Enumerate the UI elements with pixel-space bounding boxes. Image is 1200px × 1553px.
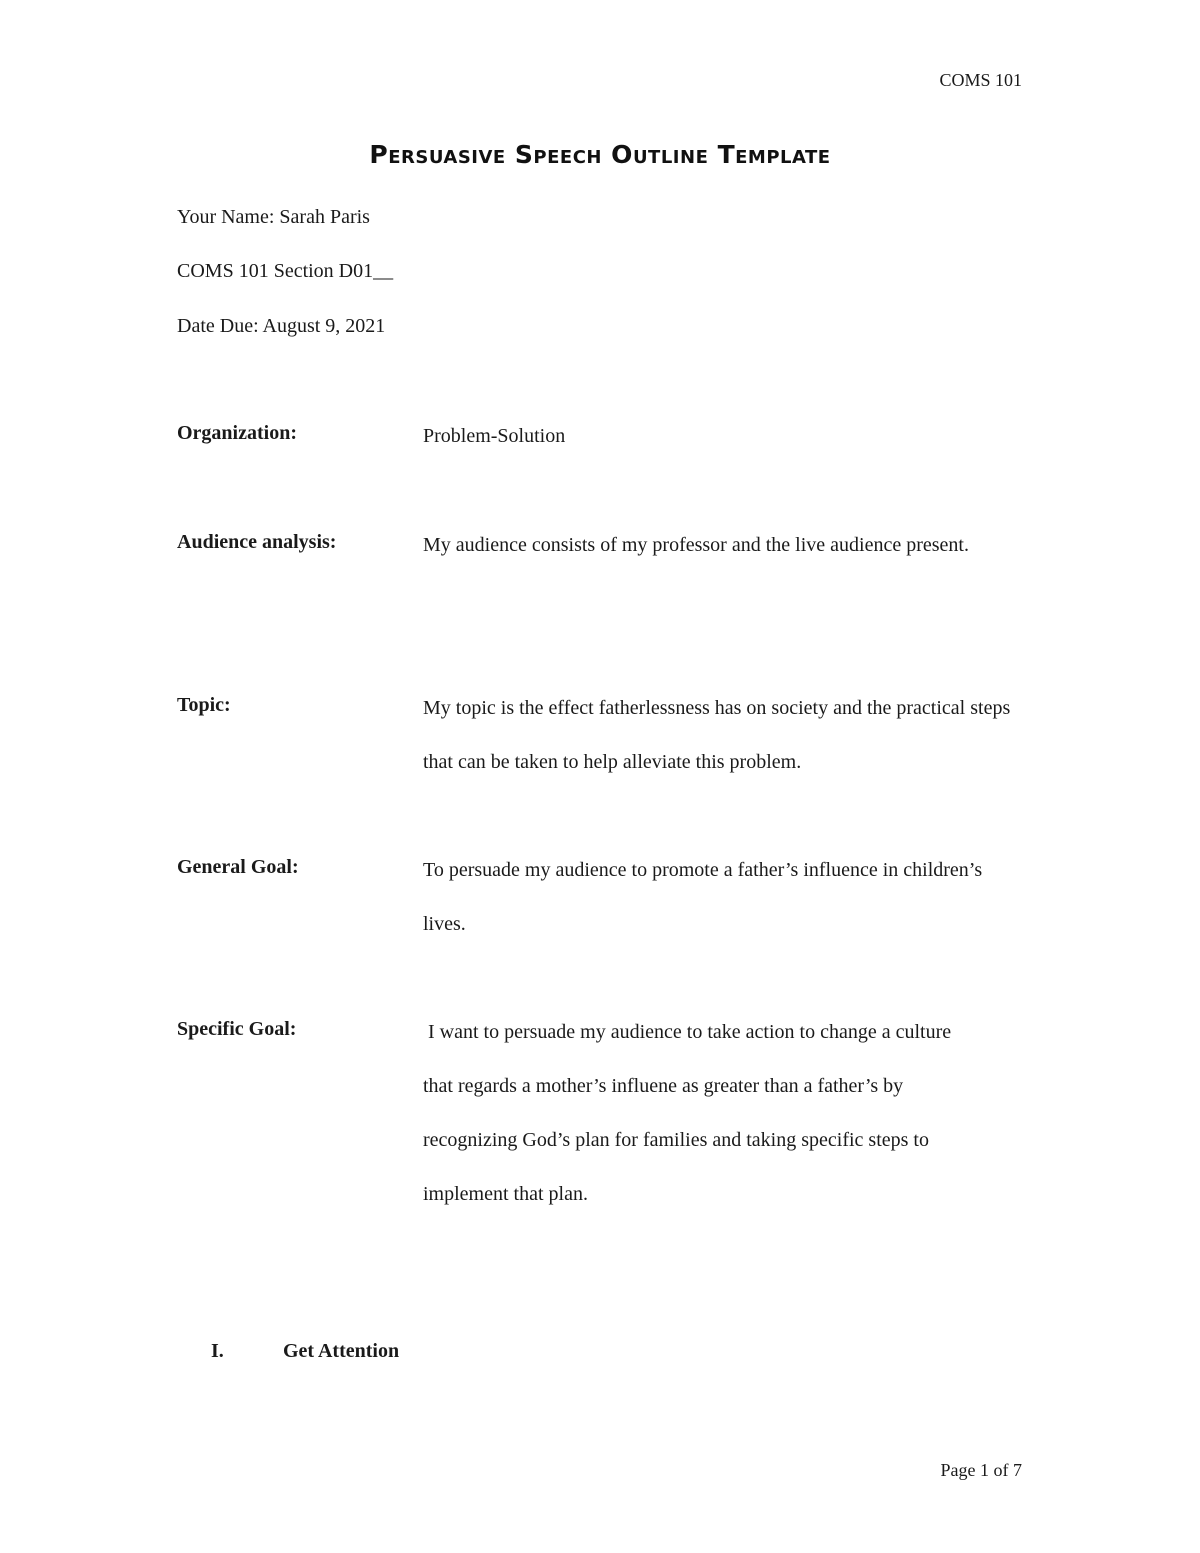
specific-goal-value: I want to persuade my audience to take action to change a culture that regards a mother’s influene as greater than a father’s by recognizing God’s plan for families and taking specific steps to implement that plan.: [423, 1021, 952, 1205]
name-line: Your Name: Sarah Paris: [177, 206, 370, 228]
section-line: COMS 101 Section D01__: [177, 260, 394, 282]
topic-label: Topic:: [177, 694, 231, 716]
organization-label: Organization:: [177, 422, 297, 444]
general-goal-value: To persuade my audience to promote a father’s influence in children’s lives.: [423, 859, 983, 935]
outline-numeral: I.: [211, 1340, 224, 1362]
document-title: Persuasive Speech Outline Template: [369, 140, 831, 169]
outline-heading: Get Attention: [283, 1340, 400, 1362]
header-course: COMS 101: [939, 70, 1022, 90]
audience-analysis-value: My audience consists of my professor and the live audience present.: [423, 534, 969, 556]
audience-analysis-label: Audience analysis:: [177, 531, 337, 553]
page-number: Page 1 of 7: [940, 1460, 1022, 1480]
topic-value: My topic is the effect fatherlessness has on society and the practical steps that can be taken to help alleviate this problem.: [423, 697, 1011, 773]
general-goal-label: General Goal:: [177, 856, 299, 878]
date-line: Date Due: August 9, 2021: [177, 315, 386, 337]
specific-goal-label: Specific Goal:: [177, 1018, 297, 1040]
organization-value: Problem-Solution: [423, 425, 566, 447]
